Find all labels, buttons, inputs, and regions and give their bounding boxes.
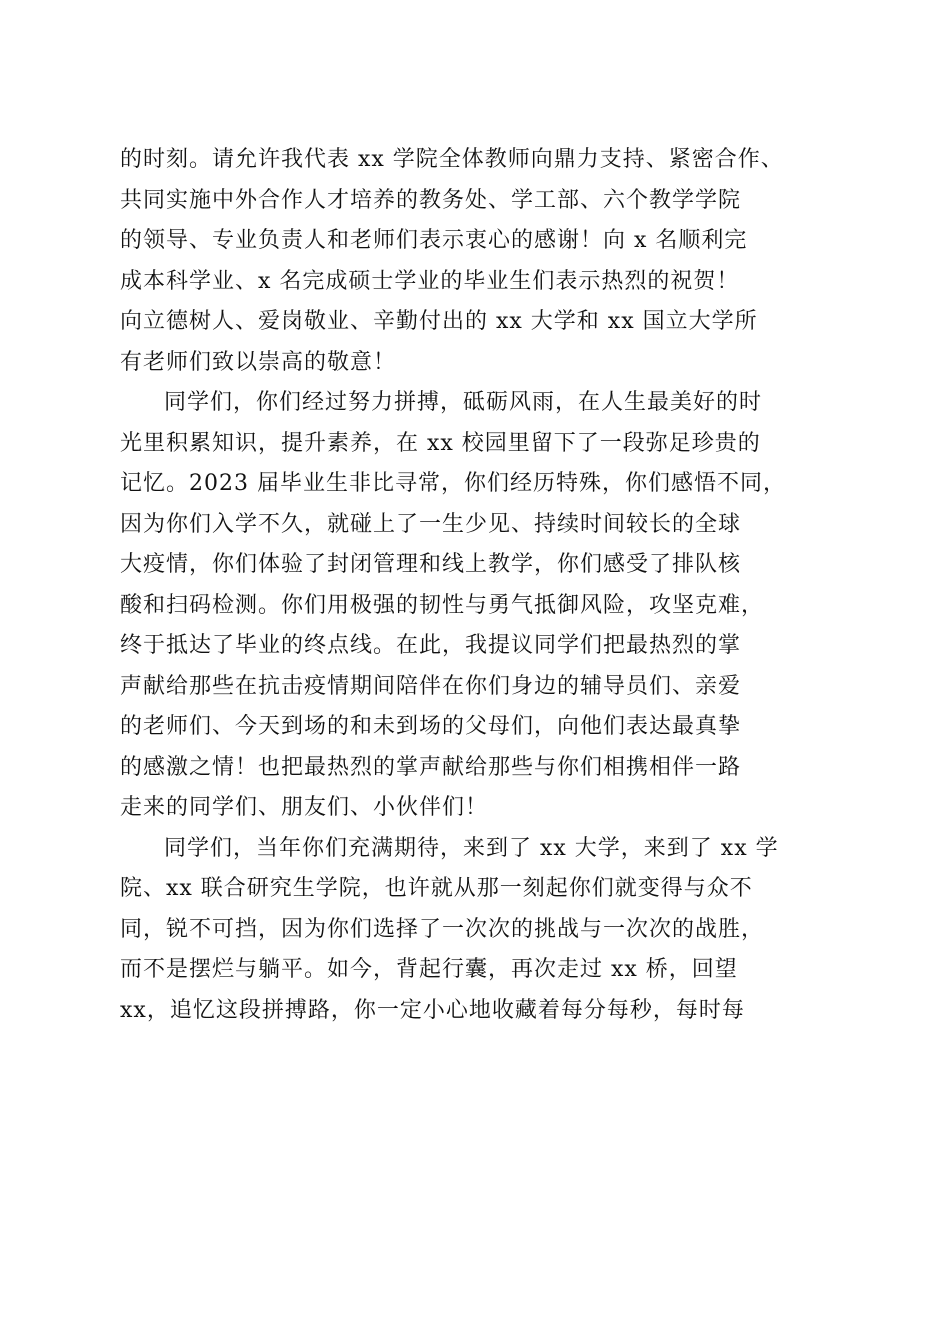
text-line: 的老师们、今天到场的和未到场的父母们，向他们表达最真挚 xyxy=(120,714,742,739)
text-line: 向立德树人、爱岗敬业、辛勤付出的 xx 大学和 xx 国立大学所 xyxy=(120,309,758,334)
text-line: xx，追忆这段拼搏路，你一定小心地收藏着每分每秒，每时每 xyxy=(120,997,745,1023)
document-body xyxy=(120,140,840,1031)
text-line: 酸和扫码检测。你们用极强的韧性与勇气抵御风险，攻坚克难， xyxy=(120,592,765,618)
text-line: 同，锐不可挡，因为你们选择了一次次的挑战与一次次的战胜， xyxy=(120,916,765,942)
text-line: 终于抵达了毕业的终点线。在此，我提议同学们把最热烈的掌 xyxy=(120,633,742,658)
text-line: 光里积累知识，提升素养，在 xx 校园里留下了一段弥足珍贵的 xyxy=(120,430,761,456)
text-line: 共同实施中外合作人才培养的教务处、学工部、六个教学学院 xyxy=(120,187,742,213)
text-line: 成本科学业、x 名完成硕士学业的毕业生们表示热烈的祝贺！ xyxy=(120,268,740,294)
text-line: 走来的同学们、朋友们、小伙伴们！ xyxy=(120,795,489,820)
paragraph-first-line: 同学们，当年你们充满期待，来到了 xx 大学，来到了 xx 学 xyxy=(164,835,779,861)
text-line: 的领导、专业负责人和老师们表示衷心的感谢！向 x 名顺利完 xyxy=(120,228,748,253)
text-line: 的感激之情！也把最热烈的掌声献给那些与你们相携相伴一路 xyxy=(120,754,742,780)
text-line: 大疫情，你们体验了封闭管理和线上教学，你们感受了排队核 xyxy=(120,552,742,577)
text-line: 院、xx 联合研究生学院，也许就从那一刻起你们就变得与众不 xyxy=(120,876,753,901)
paragraph-first-line: 同学们，你们经过努力拼搏，砥砺风雨，在人生最美好的时 xyxy=(164,390,763,415)
text-line: 声献给那些在抗击疫情期间陪伴在你们身边的辅导员们、亲爱 xyxy=(120,673,742,699)
text-line: 而不是摆烂与躺平。如今，背起行囊，再次走过 xx 桥，回望 xyxy=(120,957,738,982)
text-line: 的时刻。请允许我代表 xx 学院全体教师向鼎力支持、紧密合作、 xyxy=(120,147,784,172)
text-line: 记忆。2023 届毕业生非比寻常，你们经历特殊，你们感悟不同， xyxy=(120,471,786,496)
text-line: 因为你们入学不久，就碰上了一生少见、持续时间较长的全球 xyxy=(120,511,742,537)
text-line: 有老师们致以崇高的敬意！ xyxy=(120,349,397,375)
